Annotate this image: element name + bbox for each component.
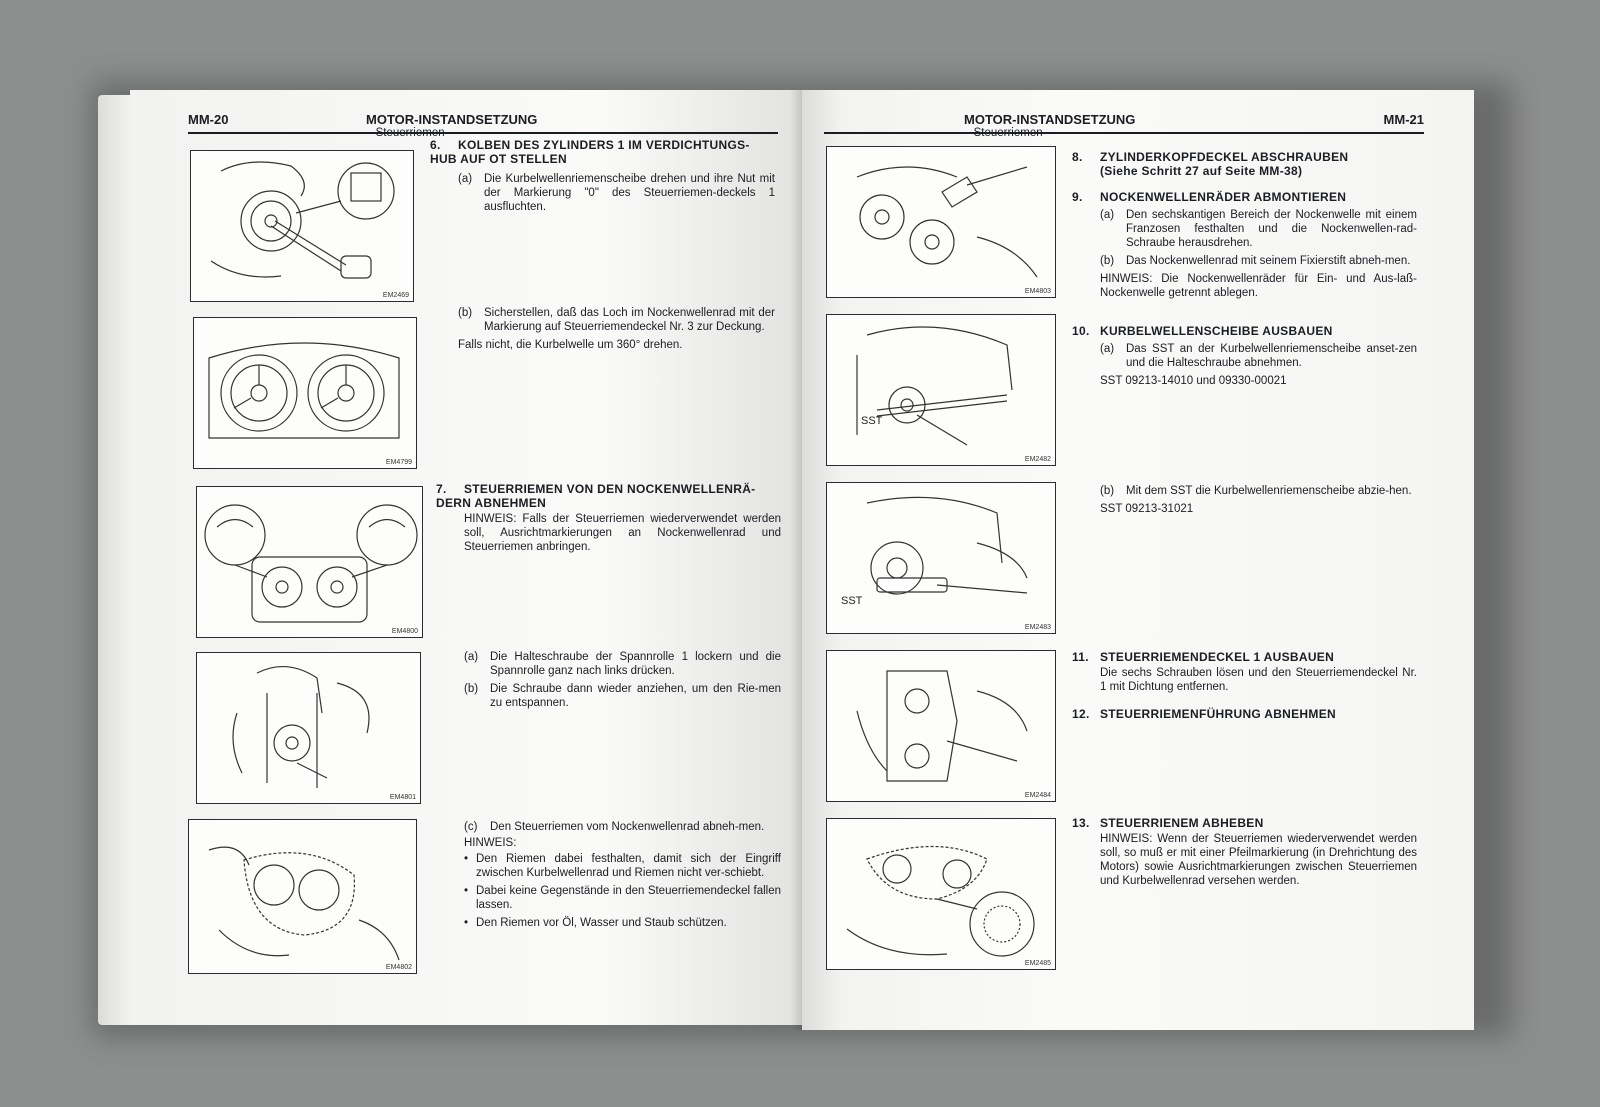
cam-gears-illustration [194,318,416,468]
step-11: 11. STEUERRIEMENDECKEL 1 AUSBAUEN Die sechs Schrauben lösen und den Steuerriemendeckel Nr. 1 mit Dichtung entfernen. [1072,650,1417,693]
figure-belt-mark [826,818,1056,970]
step-7c: (c) Den Steuerriemen vom Nockenwellenrad abneh-men. HINWEIS: • Den Riemen dabei festhalten, damit sich der Eingriff zwischen Kurbelwellenrad und Riemen nicht ver-schiebt. • Dabei keine Gegenstände in den Steuerriemendeckel fallen lassen. • Den Riemen vor Öl, Wasser und Staub schützen. [436,820,781,930]
step-9-heading: 9. NOCKENWELLENRÄDER ABMONTIEREN [1072,190,1347,204]
bullet: • Den Riemen vor Öl, Wasser und Staub schützen. [464,917,727,929]
step-13-heading: 13. STEUERRIENEM ABHEBEN [1072,816,1264,830]
figure-code: EM2484 [1024,792,1051,799]
page-header [824,110,1424,139]
figure-code: EM2482 [1024,456,1051,463]
step-12 [1072,707,1417,721]
figure-sst-holder [826,314,1056,466]
sst-label: SST [861,415,883,427]
step-11-heading: 11. STEUERRIEMENDECKEL 1 AUSBAUEN [1072,650,1335,664]
right-page [802,90,1474,1030]
step-10-heading: 10. KURBELWELLENSCHEIBE AUSBAUEN [1072,324,1333,338]
step-6b: (b) Sicherstellen, daß das Loch im Nockenwellenrad mit der Markierung auf Steuerriemendeckel Nr. 3 zur Deckung. Falls nicht, die Kurbelwelle um 360° drehen. [458,307,775,351]
alignment-marks-illustration [197,487,422,637]
figure-cam-gears [193,317,417,469]
step-13: 13. STEUERRIENEM ABHEBEN HINWEIS: Wenn der Steuerriemen wiederverwendet werden soll, so muß er mit einer Pfeilmarkierung (in Drehrichtung des Motors) sowie Ausrichtmarkierungen zwischen Steuerriemen und Kurbelwellenrad versehen werden. [1072,816,1417,887]
left-page [130,90,802,1025]
figure-alignment-marks [196,486,423,638]
figure-code: EM2469 [382,292,409,299]
bullet: • Den Riemen dabei festhalten, damit sich der Eingriff zwischen Kurbelwellenrad und Riemen nicht ver-schiebt. [464,853,781,879]
sst-holder-illustration [827,315,1055,465]
figure-code: EM4803 [1024,288,1051,295]
page-number: MM-20 [188,112,229,127]
step-8-heading: 8. ZYLINDERKOPFDECKEL ABSCHRAUBEN [1072,150,1349,164]
figure-timing-cover [826,650,1056,802]
page-header [188,110,778,139]
figure-code: EM4801 [389,794,416,801]
sst-puller-illustration [827,483,1055,633]
figure-tensioner [196,652,421,804]
step-6a: (a) Die Kurbelwellenriemenscheibe drehen und ihre Nut mit der Markierung "0" des Steuerriemen-deckels 1 ausfluchten. [458,173,775,213]
belt-removal-illustration [189,820,416,973]
step-12-heading: 12. STEUERRIEMENFÜHRUNG ABNEHMEN [1072,707,1336,721]
step-10: 10. KURBELWELLENSCHEIBE AUSBAUEN (a) Das SST an der Kurbelwellenriemenscheibe anset-zen und die Halteschraube abnehmen. SST 09213-14010 und 09330-00021 [1072,324,1417,387]
step-7-heading: 7. STEUERRIEMEN VON DEN NOCKENWELLENRÄ-DERN ABNEHMEN [436,482,756,510]
step-10b: (b) Mit dem SST die Kurbelwellenriemenscheibe abzie-hen. SST 09213-31021 [1100,485,1412,515]
step-9: 9. NOCKENWELLENRÄDER ABMONTIEREN (a) Den sechskantigen Bereich der Nockenwelle mit einem Franzosen festhalten und die Nockenwellen-rad-Schraube herausdrehen. (b) Das Nockenwellenrad mit seinem Fixierstift abneh-men. HINWEIS: Die Nockenwellenräder für Ein- und Aus-laß-Nockenwelle getrennt ablegen. [1072,190,1417,299]
page-stack-edge [98,95,134,1025]
figure-code: EM4799 [385,459,412,466]
header-title: MOTOR-INSTANDSETZUNG – Steuerriemen [366,112,538,139]
step-6-heading: 6. KOLBEN DES ZYLINDERS 1 IM VERDICHTUNGS-HUB AUF OT STELLEN [430,138,750,166]
figure-code: EM2485 [1024,960,1051,967]
crank-pulley-illustration [191,151,413,301]
figure-belt-removal [188,819,417,974]
camshaft-wrench-illustration [827,147,1055,297]
figure-sst-puller [826,482,1056,634]
figure-code: EM2483 [1024,624,1051,631]
figure-code: EM4800 [391,628,418,635]
step-6 [430,138,775,214]
step-8: 8. ZYLINDERKOPFDECKEL ABSCHRAUBEN (Siehe Schritt 27 auf Seite MM-38) [1072,150,1417,178]
sst-label: SST [841,595,863,607]
tensioner-illustration [197,653,420,803]
belt-mark-illustration [827,819,1055,969]
step-7ab: (a) Die Halteschraube der Spannrolle 1 lockern und die Spannrolle ganz nach links drücken. (b) Die Schraube dann wieder anziehen, um den Rie-men zu entspannen. [464,651,781,709]
header-title: MOTOR-INSTANDSETZUNG – Steuerriemen [964,112,1136,139]
page-number: MM-21 [1383,112,1424,127]
figure-code: EM4802 [385,964,412,971]
figure-crank-pulley [190,150,414,302]
step-7: 7. STEUERRIEMEN VON DEN NOCKENWELLENRÄ-DERN ABNEHMEN HINWEIS: Falls der Steuerriemen wiederverwendet werden soll, Ausrichtmarkierungen an Nockenwellenrad und Steuerriemen anbringen. [436,482,781,553]
timing-cover-illustration [827,651,1055,801]
bullet: • Dabei keine Gegenstände in den Steuerriemendeckel fallen lassen. [464,885,781,911]
figure-camshaft-wrench [826,146,1056,298]
